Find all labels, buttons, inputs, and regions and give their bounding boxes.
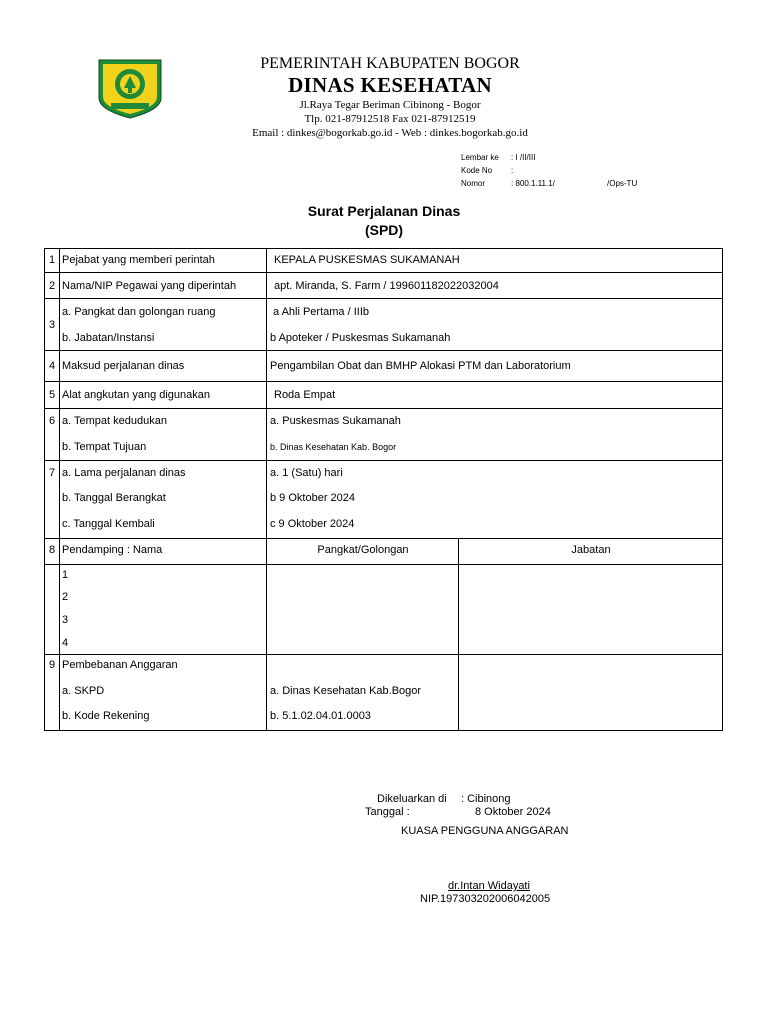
kabupaten-bogor-logo <box>97 58 163 120</box>
row-7-value-a: a. 1 (Satu) hari <box>270 467 343 479</box>
row-divider-4 <box>44 381 723 382</box>
row-8-col-jabatan: Jabatan <box>571 544 611 556</box>
row-9-label: Pembebanan Anggaran <box>62 659 178 671</box>
row-1-value: KEPALA PUSKESMAS SUKAMANAH <box>274 254 460 266</box>
pendamping-2: 2 <box>62 591 69 603</box>
row-9-value-a: a. Dinas Kesehatan Kab.Bogor <box>270 685 422 697</box>
row-7-number: 7 <box>49 467 56 479</box>
lembar-value: : I /II/III <box>511 153 536 162</box>
date-value: 8 Oktober 2024 <box>475 806 551 818</box>
row-divider-8 <box>44 564 723 565</box>
column-divider-jabatan <box>458 538 459 731</box>
issued-value: : Cibinong <box>461 793 511 805</box>
row-divider-7 <box>44 538 723 539</box>
pendamping-1: 1 <box>62 569 69 581</box>
row-7-value-c: c 9 Oktober 2024 <box>270 518 355 530</box>
row-3-value-b: b Apoteker / Puskesmas Sukamanah <box>270 332 451 344</box>
title-line-1: Surat Perjalanan Dinas <box>307 203 461 219</box>
row-5-value: Roda Empat <box>274 389 336 401</box>
table-border-left <box>44 248 45 731</box>
row-1-number: 1 <box>49 254 56 266</box>
signatory-role: KUASA PENGGUNA ANGGARAN <box>401 825 569 837</box>
row-6-value-b: b. Dinas Kesehatan Kab. Bogor <box>270 442 397 452</box>
row-5-number: 5 <box>49 389 56 401</box>
nomor-value: : 800.1.11.1/ <box>511 179 555 188</box>
table-border-bottom <box>44 730 723 731</box>
row-divider-6 <box>44 460 723 461</box>
agency-name: DINAS KESEHATAN <box>288 73 492 97</box>
row-2-value: apt. Miranda, S. Farm / 199601182022032004 <box>274 280 499 292</box>
row-6-label-b: b. Tempat Tujuan <box>62 441 147 453</box>
row-8-col-pangkat: Pangkat/Golongan <box>317 544 409 556</box>
row-divider-2 <box>44 298 723 299</box>
row-9-value-b: b. 5.1.02.04.01.0003 <box>270 710 371 722</box>
row-7-value-b: b 9 Oktober 2024 <box>270 492 356 504</box>
row-divider-9 <box>44 654 723 655</box>
row-3-label-b: b. Jabatan/Instansi <box>62 332 155 344</box>
row-5-label: Alat angkutan yang digunakan <box>62 389 211 401</box>
nomor-label: Nomor <box>461 179 486 188</box>
signatory-nip: NIP.197303202006042005 <box>420 893 551 905</box>
title-line-2: (SPD) <box>364 222 404 238</box>
row-8-number: 8 <box>49 544 56 556</box>
row-7-label-c: c. Tanggal Kembali <box>62 518 155 530</box>
nomor-suffix: /Ops-TU <box>607 179 638 188</box>
issued-label: Dikeluarkan di <box>377 793 447 805</box>
meta-nomor <box>461 177 637 190</box>
table-border-right <box>722 248 723 731</box>
letterhead <box>180 55 600 140</box>
pendamping-3: 3 <box>62 614 69 626</box>
row-2-label: Nama/NIP Pegawai yang diperintah <box>62 280 237 292</box>
row-divider-1 <box>44 272 723 273</box>
row-7-label-a: a. Lama perjalanan dinas <box>62 467 186 479</box>
row-7-label-b: b. Tanggal Berangkat <box>62 492 166 504</box>
meta-lembar <box>461 151 637 164</box>
row-4-number: 4 <box>49 360 56 372</box>
row-divider-3 <box>44 350 723 351</box>
column-divider-label <box>266 248 267 731</box>
kode-label: Kode No <box>461 166 493 175</box>
row-9-label-b: b. Kode Rekening <box>62 710 150 722</box>
kode-value: : <box>511 166 514 175</box>
row-3-value-a: a Ahli Pertama / IIIb <box>273 306 369 318</box>
row-3-number: 3 <box>49 319 56 331</box>
row-3-label-a: a. Pangkat dan golongan ruang <box>62 306 216 318</box>
agency-contact: Email : dinkes@bogorkab.go.id - Web : dinkes.bogorkab.go.id <box>252 127 528 139</box>
date-label: Tanggal : <box>365 806 410 818</box>
agency-phone: Tlp. 021-87912518 Fax 021-87912519 <box>304 113 476 125</box>
column-divider-number <box>59 248 60 731</box>
document-title <box>234 202 534 240</box>
row-9-number: 9 <box>49 659 56 671</box>
row-4-value: Pengambilan Obat dan BMHP Alokasi PTM dan Laboratorium <box>270 360 571 372</box>
signatory-name: dr.Intan Widayati <box>448 880 530 892</box>
row-2-number: 2 <box>49 280 56 292</box>
document-meta <box>461 151 637 190</box>
row-1-label: Pejabat yang memberi perintah <box>62 254 215 266</box>
row-4-label: Maksud perjalanan dinas <box>62 360 185 372</box>
government-name: PEMERINTAH KABUPATEN BOGOR <box>260 55 520 72</box>
row-6-value-a: a. Puskesmas Sukamanah <box>270 415 401 427</box>
pendamping-4: 4 <box>62 637 69 649</box>
lembar-label: Lembar ke <box>461 153 499 162</box>
row-9-label-a: a. SKPD <box>62 685 105 697</box>
table-border-top <box>44 248 723 249</box>
meta-kode <box>461 164 637 177</box>
row-6-number: 6 <box>49 415 56 427</box>
row-8-label: Pendamping : Nama <box>62 544 163 556</box>
row-divider-5 <box>44 408 723 409</box>
row-6-label-a: a. Tempat kedudukan <box>62 415 167 427</box>
agency-address: Jl.Raya Tegar Beriman Cibinong - Bogor <box>299 99 481 111</box>
